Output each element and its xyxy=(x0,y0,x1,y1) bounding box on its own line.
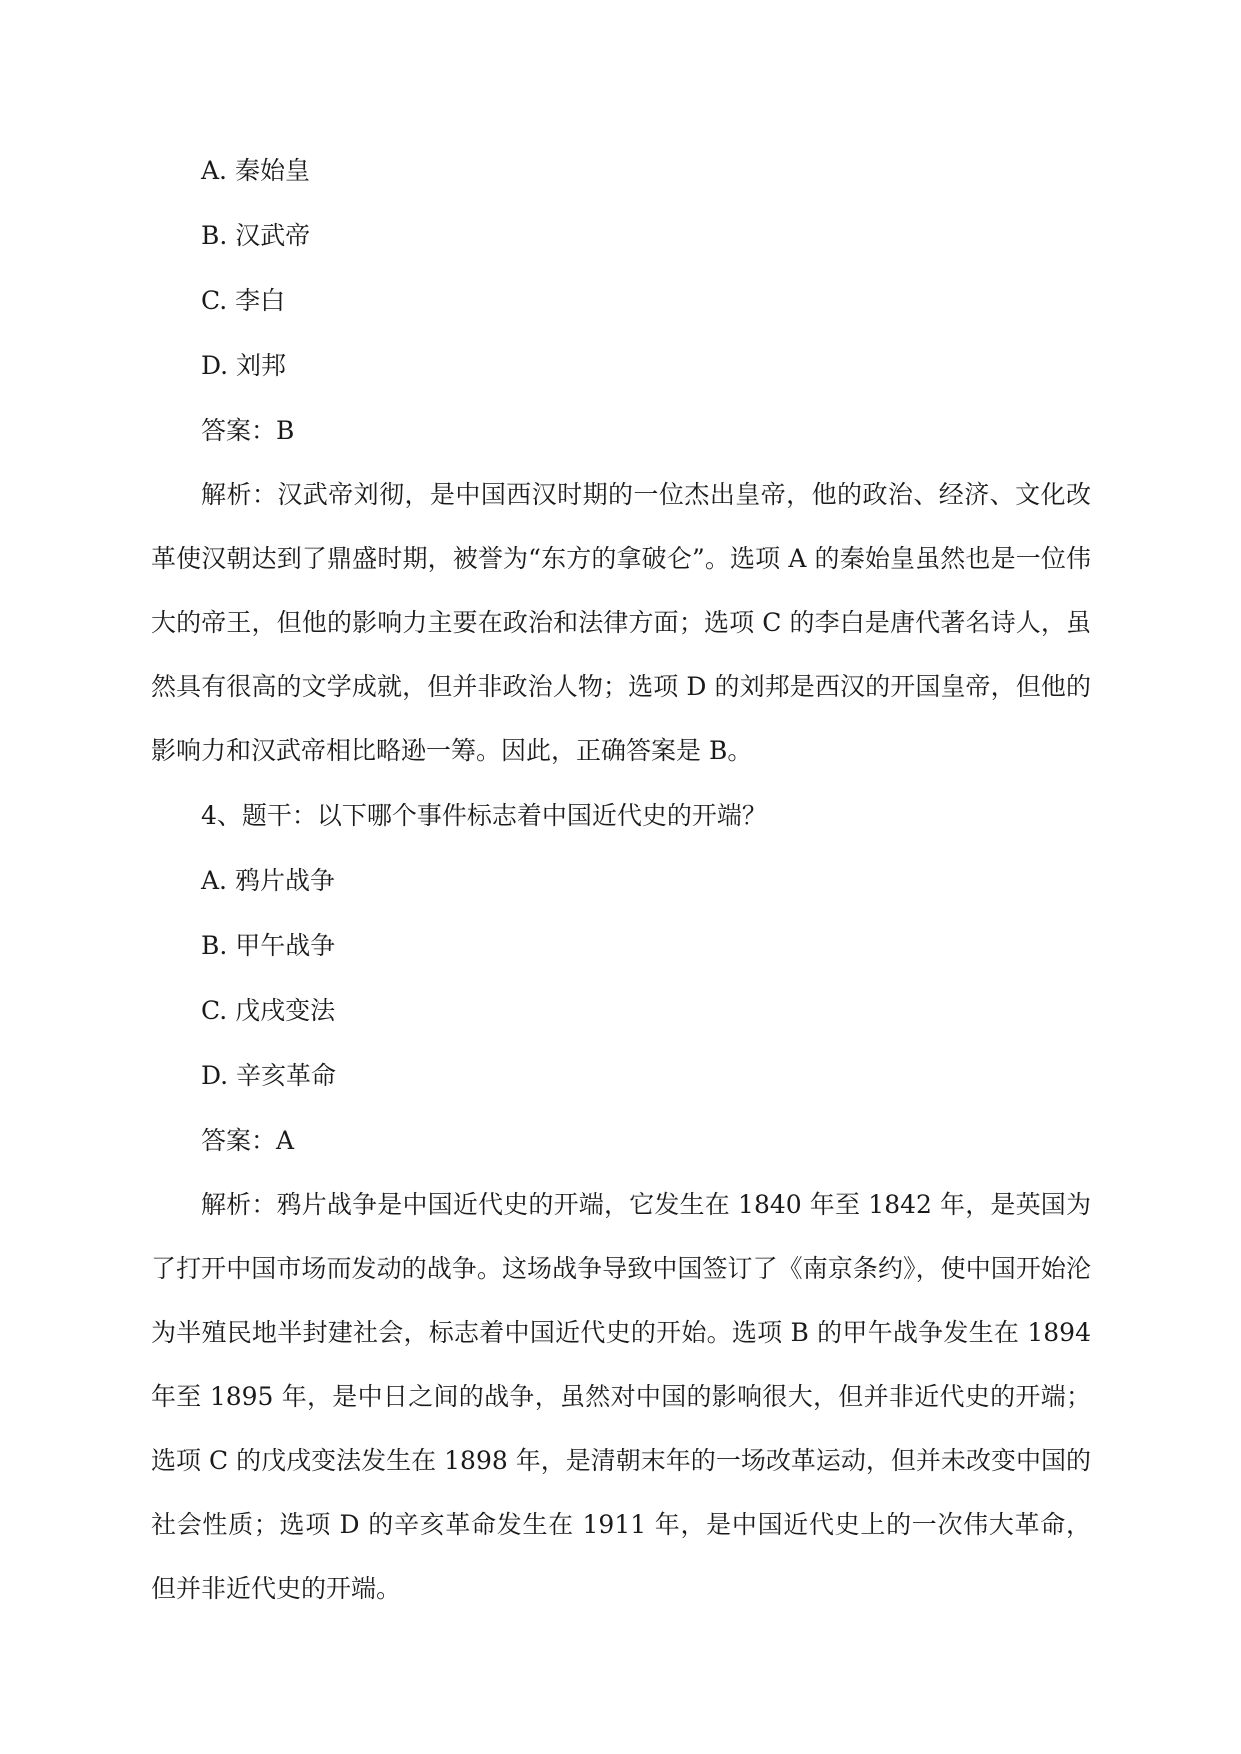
q3-analysis: 解析：汉武帝刘彻，是中国西汉时期的一位杰出皇帝，他的政治、经济、文化改革使汉朝达到了鼎盛时期，被誉为“东方的拿破仑”。选项 A 的秦始皇虽然也是一位伟大的帝王，但他的影响力主要在政治和法律方面；选项 C 的李白是唐代著名诗人，虽然具有很高的文学成就，但并非政治人物；选项 D 的刘邦是西汉的开国皇帝，但他的影响力和汉武帝相比略逊一筹。因此，正确答案是 B。 xyxy=(151,480,1091,765)
q3-option-c: C. 李白 xyxy=(201,286,286,315)
q4-answer: 答案：A xyxy=(201,1126,295,1155)
q3-option-b: B. 汉武帝 xyxy=(201,221,311,250)
q4-analysis: 解析：鸦片战争是中国近代史的开端，它发生在 1840 年至 1842 年，是英国为了打开中国市场而发动的战争。这场战争导致中国签订了《南京条约》，使中国开始沦为半殖民地半封建社会，标志着中国近代史的开始。选项 B 的甲午战争发生在 1894 年至 1895 年，是中日之间的战争，虽然对中国的影响很大，但并非近代史的开端；选项 C 的戊戌变法发生在 1898 年，是清朝末年的一场改革运动，但并未改变中国的社会性质；选项 D 的辛亥革命发生在 1911 年，是中国近代史上的一次伟大革命，但并非近代史的开端。 xyxy=(151,1190,1091,1603)
q3-option-d: D. 刘邦 xyxy=(201,351,287,380)
q4-option-c: C. 戊戌变法 xyxy=(201,996,336,1025)
q3-answer: 答案：B xyxy=(201,416,295,445)
q4-option-d: D. 辛亥革命 xyxy=(201,1061,337,1090)
q4-option-a: A. 鸦片战争 xyxy=(201,866,335,895)
q3-option-a: A. 秦始皇 xyxy=(201,156,310,185)
q4-option-b: B. 甲午战争 xyxy=(201,931,336,960)
document-page xyxy=(151,138,1091,1621)
q4-stem: 4、题干：以下哪个事件标志着中国近代史的开端？ xyxy=(201,801,767,830)
